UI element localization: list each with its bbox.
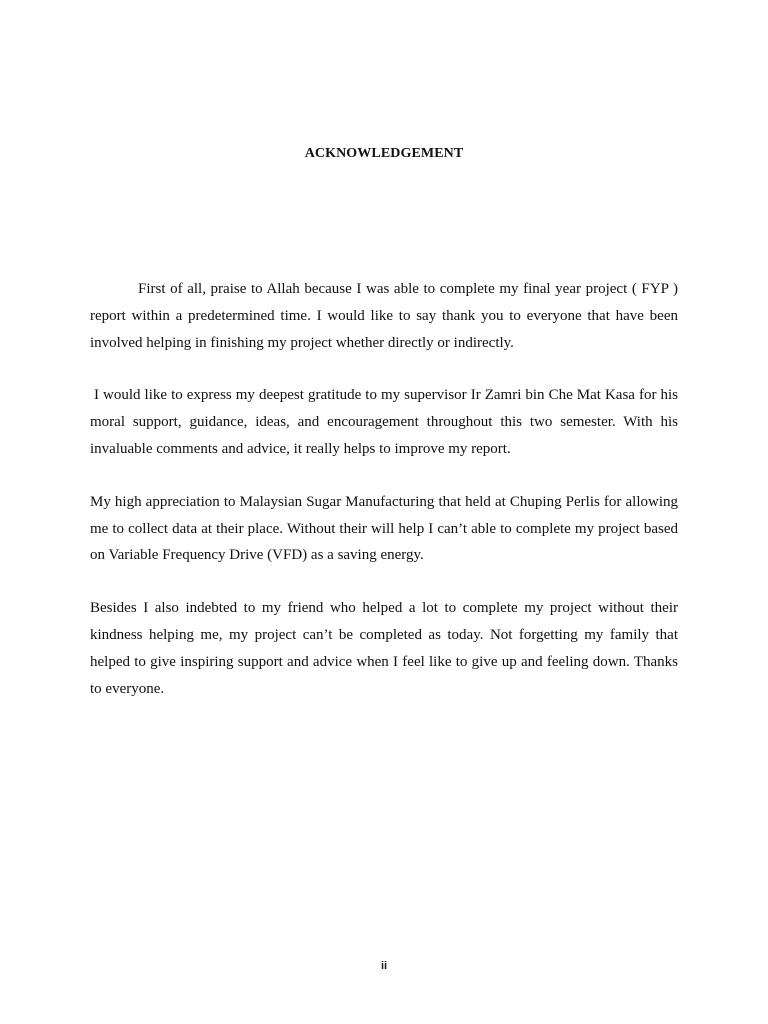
paragraph-company: My high appreciation to Malaysian Sugar Manufacturing that held at Chuping Perlis for allowing me to collect data at their place. Without their will help I can’t able to complete my project based on Variable Frequency Drive (VFD) as a saving energy.: [90, 493, 678, 564]
acknowledgement-body: [90, 276, 678, 702]
paragraph-supervisor: I would like to express my deepest gratitude to my supervisor Ir Zamri bin Che Mat Kasa for his moral support, guidance, ideas, and encouragement throughout this two semester. With his invaluable comments and advice, it really helps to improve my report.: [90, 387, 678, 457]
page-title: ACKNOWLEDGEMENT: [304, 146, 464, 161]
paragraph-praise: First of all, praise to Allah because I was able to complete my final year project ( FYP ) report within a predetermined time. I would like to say thank you to everyone that have been involved helping in finishing my project whether directly or indirectly.: [90, 281, 678, 351]
paragraph-friends-family: Besides I also indebted to my friend who helped a lot to complete my project without their kindness helping me, my project can’t be completed as today. Not forgetting my family that helped to give inspiring support and advice when I feel like to give up and feeling down. Thanks to everyone.: [90, 600, 678, 697]
page-number: ii: [380, 960, 388, 972]
